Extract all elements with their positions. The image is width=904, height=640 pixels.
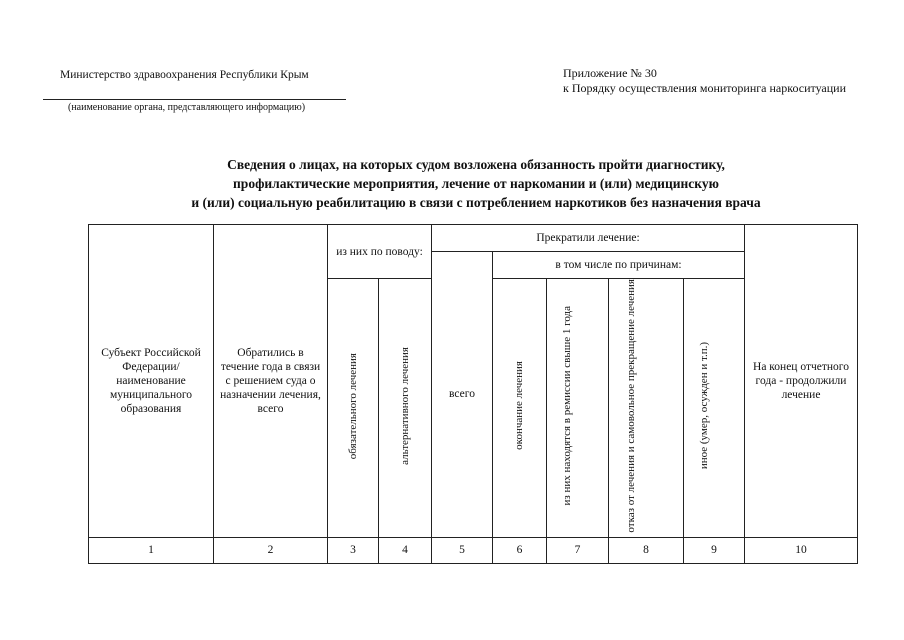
column-number: 10 — [745, 537, 858, 563]
appendix-number: Приложение № 30 — [563, 66, 657, 80]
header-refusal — [609, 279, 684, 538]
header-remission-text: из них находятся в ремиссии свыше 1 года — [560, 306, 573, 506]
organization-name: Министерство здравоохранения Республики Крым — [60, 69, 309, 81]
organization-caption: (наименование органа, представляющего информацию) — [68, 102, 306, 113]
header-applied-total: Обратились в течение года в связи с решением суда о назначении лечения, всего — [214, 225, 328, 538]
column-number: 7 — [547, 537, 609, 563]
header-stopped-total: всего — [432, 252, 493, 538]
header-continued: На конец отчетного года - продолжили лечение — [745, 225, 858, 538]
header-reasons-group: в том числе по причинам: — [493, 252, 745, 279]
header-other-text: иное (умер, осужден и т.п.) — [698, 342, 710, 470]
header-other — [684, 279, 745, 538]
report-table — [88, 224, 858, 564]
title-line-1: Сведения о лицах, на которых судом возложена обязанность пройти диагностику, — [227, 157, 725, 172]
header-alternative-treatment-text: альтернативного лечения — [398, 346, 411, 465]
column-number: 4 — [379, 537, 432, 563]
header-mandatory-treatment-text: обязательного лечения — [346, 352, 359, 459]
column-number: 8 — [609, 537, 684, 563]
appendix-order: к Порядку осуществления мониторинга наркоситуации — [563, 81, 847, 95]
column-number: 1 — [89, 537, 214, 563]
header-mandatory-treatment — [328, 279, 379, 538]
column-number: 2 — [214, 537, 328, 563]
appendix-reference — [563, 66, 846, 96]
header-remission — [547, 279, 609, 538]
column-numbers-row — [89, 537, 858, 563]
column-number: 3 — [328, 537, 379, 563]
column-number: 9 — [684, 537, 745, 563]
column-number: 5 — [432, 537, 493, 563]
organization-underline — [43, 99, 346, 100]
title-line-3: и (или) социальную реабилитацию в связи с потреблением наркотиков без назначения врача — [191, 195, 761, 210]
header-subject: Субъект Российской Федерации/ наименование муниципального образования — [89, 225, 214, 538]
header-treatment-completed — [493, 279, 547, 538]
header-stopped-group: Прекратили лечение: — [432, 225, 745, 252]
header-of-which-group: из них по поводу: — [328, 225, 432, 279]
header-alternative-treatment — [379, 279, 432, 538]
header-refusal-text: отказ от лечения и самовольное прекращение лечения — [625, 279, 637, 533]
column-number: 6 — [493, 537, 547, 563]
title-line-2: профилактические мероприятия, лечение от наркомании и (или) медицинскую — [233, 176, 719, 191]
document-title — [90, 155, 862, 212]
header-treatment-completed-text: окончание лечения — [513, 361, 525, 451]
